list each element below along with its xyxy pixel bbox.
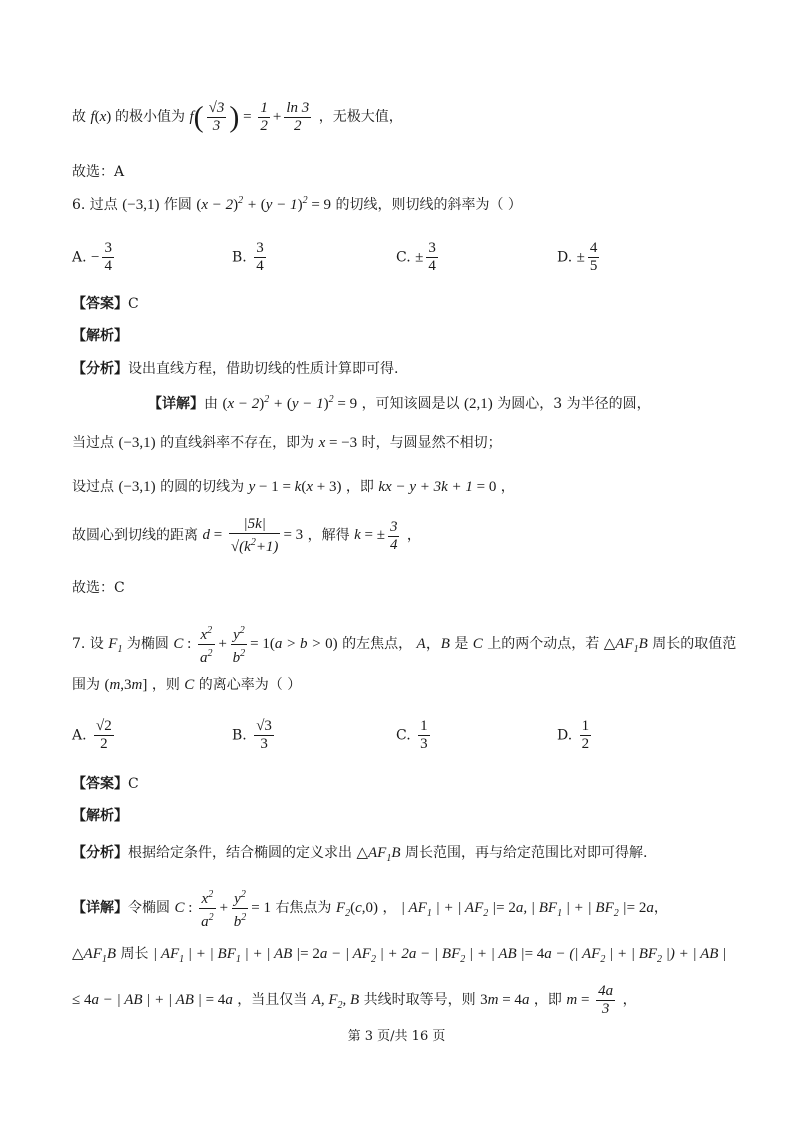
q7-fenxi: 【分析】根据给定条件，结合椭圆的定义求出 $\triangle AF_1B$ 周长范围，再与给定范围比对即可得解. [72,845,648,864]
q6-option-a: A. − $\frac{3}{4}$ [72,240,112,274]
q6-answer-line: 【答案】C [72,296,139,312]
q6-choose: 故选：C [72,580,125,596]
q7-detail: 【详解】令椭圆 C : $\frac{x^2}{a^2}$ + $\frac{y^2}{b^2}$ = 1 右焦点为 $F_2(c,0)$ ， | $AF_1$ | + | $AF_2$ |= 2a, | $BF_1$ | + | $BF_2$ |= 2a， [72,886,668,931]
math-circle: $(x - 2)^2 + (y - 1)^2 = 9$ [196,195,332,213]
q6-option-d: D. ± $\frac{4}{5}$ [557,240,598,274]
q6-fenxi: 【分析】设出直线方程，借助切线的性质计算即可得. [72,361,399,377]
q6-line4: 故圆心到切线的距离 d = $\frac{|5k|}{√(k^2+1)}$ = 3 ，解得 k = ± $\frac{3}{4}$ ， [72,516,421,555]
q6-jiexi: 【解析】 [72,328,128,344]
q7-stem: 7. 设 $F_1$ 为椭圆 C : $\frac{x^2}{a^2}$ + $\frac{y^2}{b^2}$ = 1(a > b > 0) 的左焦点， A，B 是 C 上的两个动点，若 $\triangle AF_1B$ 周长的取值范 [72,622,736,667]
q6-line3: 设过点 (−3,1) 的圆的切线为 y − 1 = k(x + 3) ，即 kx − y + 3k + 1 = 0 ， [72,479,515,495]
q6-detail: 【详解】由 $(x - 2)^2 + (y - 1)^2 = 9$ ，可知该圆是以 (2,1) 为圆心，3 为半径的圆， [148,394,651,412]
q7-option-a: A. $\frac{√2}{2}$ [72,718,112,752]
q7-line3: ≤ 4a − | AB | + | AB | = 4a ，当且仅当 A, $F_2$, B 共线时取等号，则 3m = 4a ，即 m = $\frac{4a}{3}$ ， [72,983,637,1017]
math-fx: f(x) [90,108,112,125]
q6-option-c: C. ± $\frac{3}{4}$ [396,240,436,274]
q7-stem2: 围为 (m,3m] ，则 C 的离心率为（ ） [72,677,302,693]
q7-jiexi: 【解析】 [72,808,128,824]
intro-line: 故 f(x) 的极小值为 f( $\frac{√3}{3}$ ) = $\frac{1}{2}$ + $\frac{\ln 3}{2}$ ，无极大值， [72,100,403,134]
q6-stem: 6. 过点 (−3,1) 作圆 $(x - 2)^2 + (y - 1)^2 = 9$ 的切线，则切线的斜率为（ ） [72,195,522,213]
q6-option-b: B. $\frac{3}{4}$ [232,240,264,274]
q7-option-d: D. $\frac{1}{2}$ [557,718,590,752]
q6-line2: 当过点 (−3,1) 的直线斜率不存在，即为 x = −3 时，与圆显然不相切； [72,435,502,451]
math-min-value: f( $\frac{√3}{3}$ ) = $\frac{1}{2}$ + $\frac{\ln 3}{2}$ [189,100,310,134]
math-point: (−3,1) [122,197,160,213]
q7-line2: $\triangle AF_1B$ 周长 | $AF_1$ | + | $BF_1$ | + | AB |= 2a − | $AF_2$ | + 2a − | $BF_2$ | + | AB |= 4a − (| $AF_2$ | + | $BF_2$ |) + | AB | [72,946,727,965]
page-footer: 第 3 页/共 16 页 [347,1029,446,1044]
q5-answer: 故选：A [72,164,125,180]
q7-option-c: C. $\frac{1}{3}$ [396,718,428,752]
q7-answer-line: 【答案】C [72,776,139,792]
q7-option-b: B. $\frac{√3}{3}$ [232,718,272,752]
